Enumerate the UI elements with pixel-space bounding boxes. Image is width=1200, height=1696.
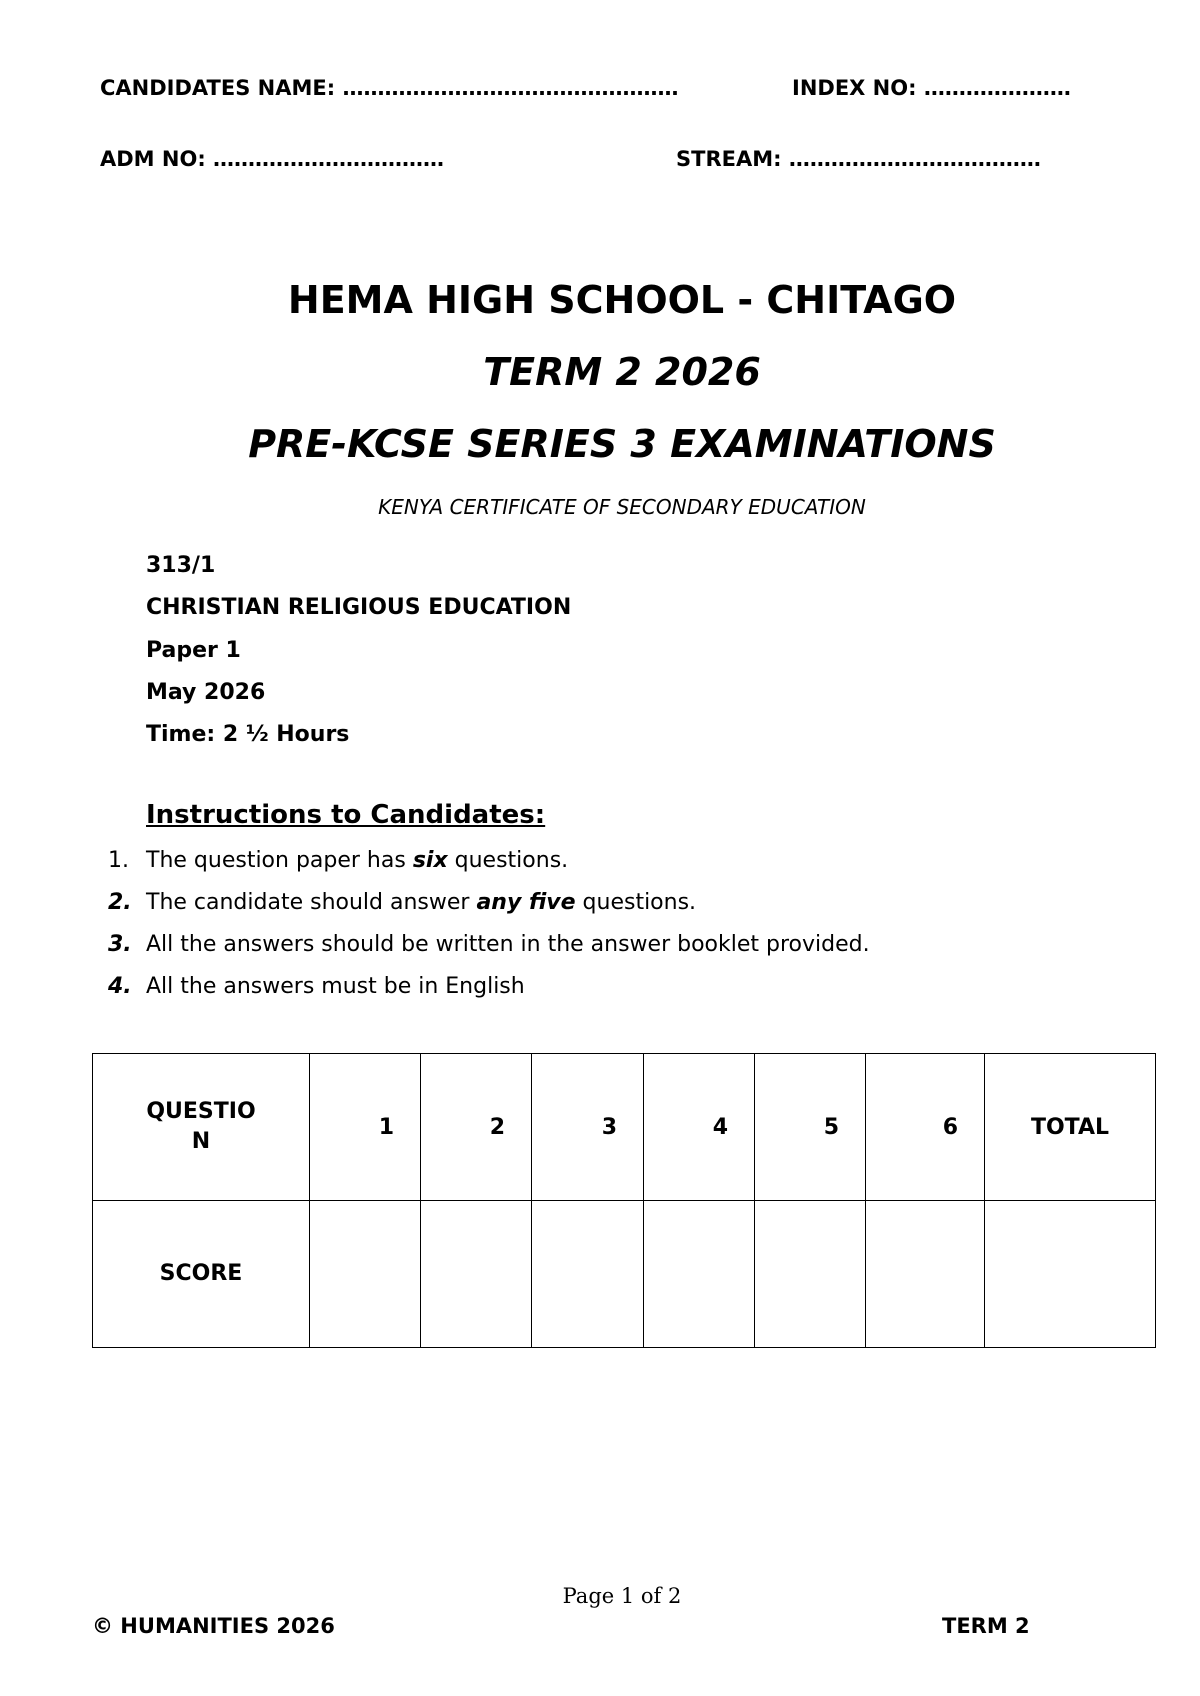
- score-header-cell: SCORE: [93, 1201, 310, 1348]
- stream-field: [676, 147, 1041, 171]
- score-cell[interactable]: [644, 1201, 755, 1348]
- footer-term: TERM 2: [942, 1614, 1030, 1638]
- instruction-item: 3. All the answers should be written in the answer booklet provided.: [108, 932, 870, 957]
- certificate-subtitle: KENYA CERTIFICATE OF SECONDARY EDUCATION: [378, 495, 866, 519]
- question-number-cell: 2: [421, 1054, 532, 1201]
- instruction-item: 2. The candidate should answer any five questions.: [108, 890, 697, 915]
- question-header-cell: QUESTIO N: [93, 1054, 310, 1201]
- stream-label: STREAM:: [676, 147, 782, 171]
- question-number-cell: 1: [310, 1054, 421, 1201]
- question-number-cell: 5: [755, 1054, 866, 1201]
- candidate-name-blank: …………………………………………: [342, 76, 679, 100]
- adm-no-field: [100, 147, 444, 171]
- score-cell[interactable]: [866, 1201, 985, 1348]
- instruction-item: 1. The question paper has six questions.: [108, 848, 569, 873]
- page-number: Page 1 of 2: [562, 1584, 682, 1608]
- score-cell[interactable]: [310, 1201, 421, 1348]
- candidate-name-label: CANDIDATES NAME:: [100, 76, 336, 100]
- score-cell[interactable]: [421, 1201, 532, 1348]
- index-no-blank: …………………: [923, 76, 1071, 100]
- index-no-label: INDEX NO:: [792, 76, 917, 100]
- instruction-item: 4. All the answers must be in English: [108, 974, 525, 999]
- exam-date: May 2026: [146, 680, 266, 705]
- paper-code: 313/1: [146, 553, 216, 578]
- question-row: [93, 1054, 1156, 1201]
- exam-time: Time: 2 ½ Hours: [146, 722, 350, 747]
- paper-number: Paper 1: [146, 638, 241, 663]
- total-header-cell: TOTAL: [985, 1054, 1156, 1201]
- instruction-number: 3.: [108, 932, 132, 957]
- stream-blank: ………………………………: [788, 147, 1041, 171]
- index-no-field: [792, 76, 1071, 100]
- term-title: TERM 2 2026: [483, 350, 761, 394]
- school-title: HEMA HIGH SCHOOL - CHITAGO: [287, 278, 957, 322]
- score-cell[interactable]: [532, 1201, 644, 1348]
- score-cell[interactable]: [755, 1201, 866, 1348]
- question-number-cell: 3: [532, 1054, 644, 1201]
- footer-copyright: © HUMANITIES 2026: [92, 1614, 335, 1638]
- question-number-cell: 4: [644, 1054, 755, 1201]
- candidate-name-field: [100, 76, 678, 100]
- adm-no-label: ADM NO:: [100, 147, 206, 171]
- adm-no-blank: ……………………………: [213, 147, 445, 171]
- question-number-cell: 6: [866, 1054, 985, 1201]
- instruction-number: 4.: [108, 974, 132, 999]
- subject-name: CHRISTIAN RELIGIOUS EDUCATION: [146, 595, 572, 620]
- instruction-number: 1.: [108, 848, 129, 873]
- total-score-cell[interactable]: [985, 1201, 1156, 1348]
- score-row: [93, 1201, 1156, 1348]
- instruction-number: 2.: [108, 890, 132, 915]
- series-title: PRE-KCSE SERIES 3 EXAMINATIONS: [248, 422, 996, 466]
- instructions-heading: Instructions to Candidates:: [146, 800, 546, 830]
- score-table: [92, 1053, 1156, 1348]
